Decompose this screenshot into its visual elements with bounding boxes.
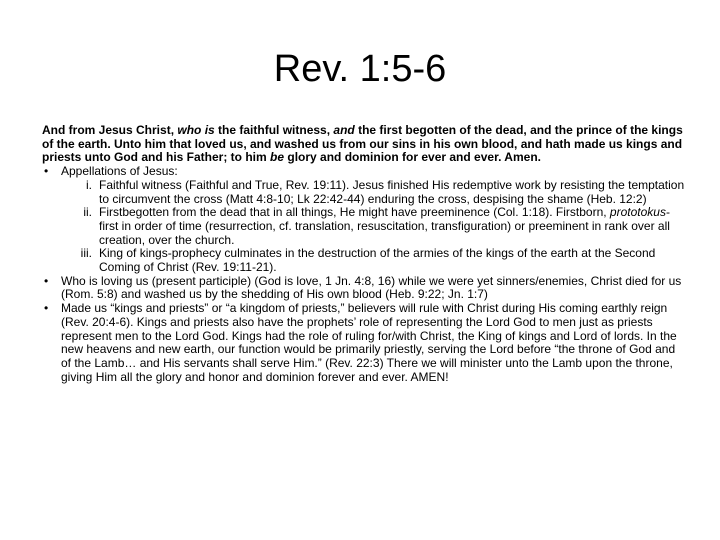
bullet-item-loving-us [42,275,688,302]
bullet-text: Appellations of Jesus: [61,164,178,179]
bullet-item-kings-and-priests [42,302,688,384]
subitem-text: Firstbegotten from the dead that in all things, He might have preeminence (Col. 1:18). Firstborn, [99,205,610,220]
subitem-firstbegotten [61,206,688,247]
bullet-text: Who is loving us (present participle) (God is love, 1 Jn. 4:8, 16) while we were yet sinners/enemies, Christ died for us (Rom. 5:8) and washed us by the shedding of His own blood (Heb. 9:22; Jn. 1:7) [61,273,682,302]
intro-text-3: the first begotten of the dead, and the prince of the kings of the earth. Unto him that loved us, and washed us from our sins in his own blood, and hath made us kings and priests unto God and his Father; to him [42,123,683,165]
intro-italic-1: who is [177,123,215,137]
subitem-text-continued: -first in order of time (resurrection, cf. translation, resuscitation, transfiguration) or preeminent in rank over all creation, over the church. [99,205,670,247]
slide-title: Rev. 1:5-6 [273,48,447,90]
bullet-icon: • [44,164,49,179]
subitem-italic-term: prototokus [609,205,666,220]
subitem-text: King of kings-prophecy culminates in the destruction of the armies of the kings of the earth at the Second Coming of Christ (Rev. 19:11-21). [99,246,656,275]
intro-text-4: glory and dominion for ever and ever. Amen. [284,150,541,165]
bullet-icon: • [44,301,49,316]
intro-text-1: And from Jesus Christ, [42,123,178,137]
slide-body [42,124,688,384]
intro-italic-2: and [333,123,355,137]
intro-paragraph [42,124,688,165]
intro-text-2: the faithful witness, [214,123,334,137]
subitem-number: ii. [83,205,92,220]
appellations-sublist [61,179,688,275]
intro-italic-3: be [270,150,285,165]
subitem-number: iii. [80,246,92,261]
bullet-text: Made us “kings and priests” or “a kingdom of priests,” believers will rule with Christ during His coming earthly reign (Rev. 20:4-6). Kings and priests also have the prophets’ role of representing the Lord God to men just as priests represent men to the Lord God. Kings had the role of ruling for/with Christ, the King of kings and Lord of lords. In the new heavens and new earth, our function would be primarily priestly, serving the Lord before “the throne of God and of the Lamb… and His servants shall serve Him.” (Rev. 22:3) There we will minister unto the Lamb upon the throne, giving Him all the glory and honor and dominion forever and ever. AMEN! [61,301,677,384]
subitem-king-of-kings [61,247,688,274]
subitem-number: i. [86,177,92,192]
bullet-icon: • [44,273,49,288]
bullet-list [42,165,688,384]
subitem-faithful-witness [61,179,688,206]
bullet-item-appellations [42,165,688,275]
subitem-text: Faithful witness (Faithful and True, Rev. 19:11). Jesus finished His redemptive work by resisting the temptation to circumvent the cross (Matt 4:8-10; Lk 22:42-44) enduring the cross, despising the shame (Heb. 12:2) [99,177,685,206]
